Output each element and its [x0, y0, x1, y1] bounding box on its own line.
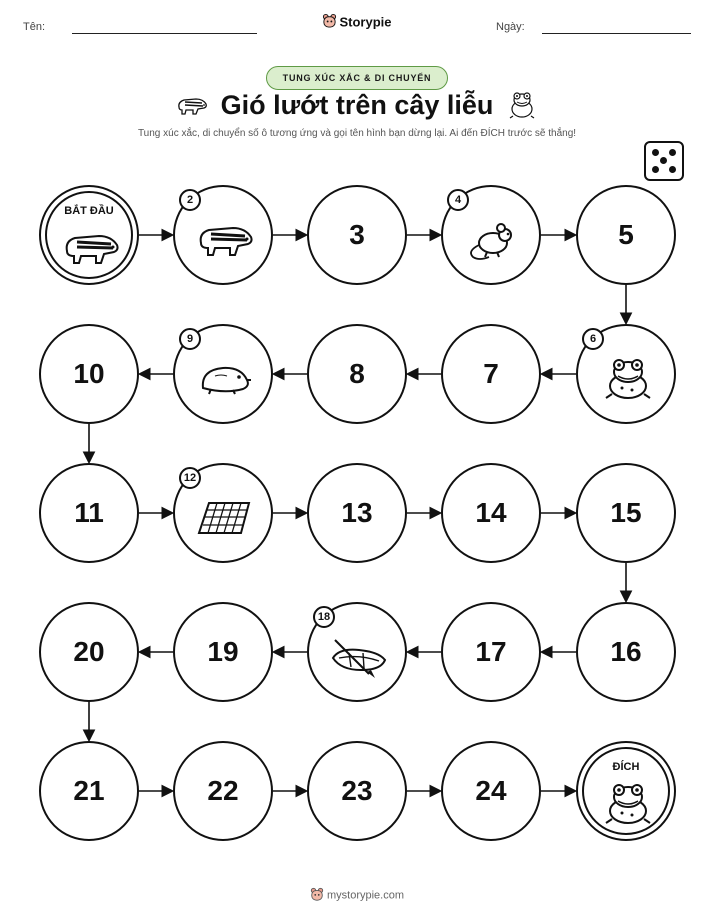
brand	[0, 13, 714, 31]
square-number-tag: 9	[179, 328, 201, 350]
board-square-20[interactable]	[39, 602, 139, 702]
finish-square[interactable]	[576, 741, 676, 841]
toad-icon	[598, 356, 658, 401]
square-number: 5	[618, 219, 634, 250]
storypie-logo-icon	[310, 887, 324, 904]
mouse-icon	[463, 217, 523, 262]
board-square-15[interactable]	[576, 463, 676, 563]
board-square-4[interactable]	[441, 185, 541, 285]
square-number: 15	[610, 497, 642, 528]
date-line[interactable]	[542, 33, 691, 34]
board-square-16[interactable]	[576, 602, 676, 702]
square-number: 3	[349, 219, 365, 250]
page-title: Gió lướt trên cây liễu	[220, 90, 494, 120]
board-square-18[interactable]	[307, 602, 407, 702]
board-square-24[interactable]	[441, 741, 541, 841]
square-number: 14	[475, 497, 507, 528]
square-number: 10	[73, 358, 105, 389]
square-number: 20	[73, 636, 105, 667]
board-square-8[interactable]	[307, 324, 407, 424]
square-number: 13	[341, 497, 373, 528]
board-square-12[interactable]	[173, 463, 273, 563]
board-square-14[interactable]	[441, 463, 541, 563]
square-number: 16	[610, 636, 642, 667]
finish-label: ĐÍCH	[612, 761, 640, 773]
board-square-10[interactable]	[39, 324, 139, 424]
toad-icon	[507, 90, 537, 125]
square-number-tag: 12	[179, 467, 201, 489]
square-number: 21	[73, 775, 105, 806]
board-square-3[interactable]	[307, 185, 407, 285]
badger-icon	[195, 217, 255, 262]
mole-icon	[195, 356, 255, 401]
square-number: 17	[475, 636, 507, 667]
board-square-17[interactable]	[441, 602, 541, 702]
board-square-19[interactable]	[173, 602, 273, 702]
board-square-23[interactable]	[307, 741, 407, 841]
game-type-badge: TUNG XÚC XẮC & DI CHUYỂN	[266, 66, 448, 90]
square-number: 23	[341, 775, 373, 806]
instructions: Tung xúc xắc, di chuyển số ô tương ứng và gọi tên hình bạn dừng lại. Ai đến ĐÍCH trước sẽ thắng!	[137, 128, 577, 139]
board-square-9[interactable]	[173, 324, 273, 424]
square-number-tag: 2	[179, 189, 201, 211]
die-icon[interactable]	[644, 141, 684, 181]
board-square-13[interactable]	[307, 463, 407, 563]
name-line[interactable]	[72, 33, 257, 34]
footer-url[interactable]: mystorypie.com	[326, 889, 405, 902]
picnic-blanket-icon	[195, 495, 255, 540]
brand-name: Storypie	[339, 14, 392, 30]
square-number: 7	[483, 358, 499, 389]
start-label: BẮT ĐẦU	[64, 205, 114, 217]
square-number: 24	[475, 775, 507, 806]
footer	[0, 887, 714, 904]
start-square[interactable]	[39, 185, 139, 285]
board-square-5[interactable]	[576, 185, 676, 285]
board-square-6[interactable]	[576, 324, 676, 424]
board-square-7[interactable]	[441, 324, 541, 424]
square-number: 19	[207, 636, 239, 667]
square-number: 11	[74, 497, 104, 528]
storypie-logo-icon	[322, 13, 337, 31]
badger-icon	[61, 225, 121, 270]
square-number: 22	[207, 775, 239, 806]
toad-icon	[598, 781, 658, 826]
date-label: Ngày:	[496, 21, 525, 33]
board-square-22[interactable]	[173, 741, 273, 841]
square-number: 8	[349, 358, 365, 389]
board-square-11[interactable]	[39, 463, 139, 563]
square-number-tag: 6	[582, 328, 604, 350]
square-number-tag: 18	[313, 606, 335, 628]
rowboat-icon	[329, 634, 389, 679]
board-square-21[interactable]	[39, 741, 139, 841]
board-square-2[interactable]	[173, 185, 273, 285]
name-label: Tên:	[23, 21, 46, 33]
square-number-tag: 4	[447, 189, 469, 211]
